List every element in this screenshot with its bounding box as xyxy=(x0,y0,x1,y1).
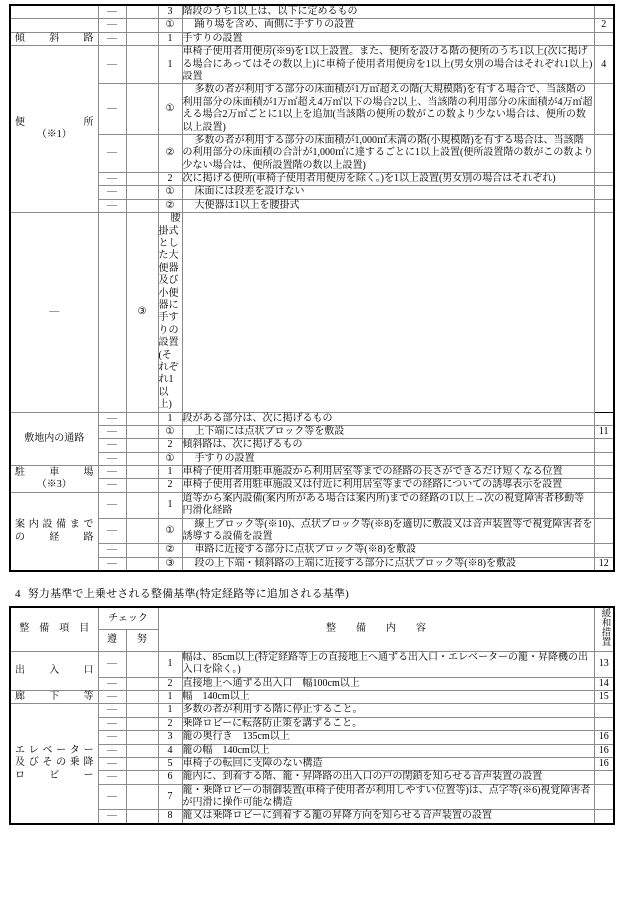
row-content: 上下端には点状ブロック等を敷設 xyxy=(182,425,594,438)
table-section4-body xyxy=(10,651,614,824)
row-kanwa xyxy=(594,452,614,465)
table-row xyxy=(10,544,614,557)
row-number: 2 xyxy=(158,717,182,730)
row-kanwa xyxy=(594,32,614,45)
row-number: ② xyxy=(158,544,182,557)
check-doryoku-cell[interactable] xyxy=(126,544,158,557)
row-number: 1 xyxy=(158,492,182,518)
row-kanwa xyxy=(594,134,614,172)
row-number: 3 xyxy=(158,731,182,744)
row-kanwa xyxy=(594,84,614,135)
check-jun-cell[interactable]: — xyxy=(98,757,126,770)
check-jun-cell[interactable]: — xyxy=(98,544,126,557)
row-content: 階段のうち1以上は、以下に定めるもの xyxy=(182,5,594,19)
table-row xyxy=(10,557,614,571)
row-content: 車椅子使用者用便房(※9)を1以上設置。また、便所を設ける階の便所のうち1以上(次に掲げる場合にあってはその数以上)に車椅子使用者用便房を1以上(男女別の場合はそれぞれ1以上)設置 xyxy=(182,46,593,82)
row-content: 床面には段差を設けない xyxy=(182,186,594,199)
check-doryoku-cell[interactable] xyxy=(126,425,158,438)
check-jun-cell[interactable]: — xyxy=(98,784,126,810)
table-row xyxy=(10,744,614,757)
check-doryoku-cell[interactable] xyxy=(126,677,158,690)
check-jun-cell[interactable]: — xyxy=(98,717,126,730)
check-jun-cell[interactable]: — xyxy=(98,32,126,45)
check-doryoku-cell[interactable] xyxy=(126,46,158,84)
check-jun-cell[interactable]: — xyxy=(98,492,126,518)
table-row xyxy=(10,32,614,45)
check-jun-cell[interactable]: — xyxy=(98,466,126,479)
row-content: 手すりの設置 xyxy=(182,32,594,45)
table-row xyxy=(10,677,614,690)
table-row xyxy=(10,784,614,810)
row-item-label: 敷地内の通路 xyxy=(10,412,98,466)
row-item-label: 出入口 xyxy=(10,651,98,690)
table-row xyxy=(10,173,614,186)
table-upper-criteria xyxy=(9,4,615,572)
row-item-label: 傾斜路 xyxy=(10,32,98,45)
row-number: 8 xyxy=(158,810,182,824)
row-item-label xyxy=(10,5,98,19)
row-number: ① xyxy=(158,186,182,199)
row-kanwa xyxy=(594,717,614,730)
row-number: 2 xyxy=(158,439,182,452)
row-content: 直接地上へ通ずる出入口 幅100cm以上 xyxy=(182,677,594,690)
row-content: 籠内に、到着する階、籠・昇降路の出入口の戸の閉鎖を知らせる音声装置の設置 xyxy=(182,771,594,784)
row-number: 1 xyxy=(158,32,182,45)
table-row xyxy=(10,466,614,479)
row-content: 段がある部分は、次に掲げるもの xyxy=(182,412,594,425)
check-jun-cell[interactable]: — xyxy=(98,19,126,32)
row-kanwa: 2 xyxy=(594,19,614,32)
row-content: 手すりの設置 xyxy=(182,452,594,465)
table-section4 xyxy=(9,606,615,824)
row-kanwa xyxy=(594,479,614,492)
row-number: ② xyxy=(158,134,182,172)
table-row xyxy=(10,810,614,824)
row-kanwa xyxy=(594,5,614,19)
table-row xyxy=(10,731,614,744)
row-content: 次に掲げる便所(車椅子使用者用便房を除く。)を1以上設置(男女別の場合はそれぞれ) xyxy=(182,173,594,186)
row-content: 段の上下端・傾斜路の上端に近接する部分に点状ブロック等(※8)を敷設 xyxy=(182,557,594,571)
row-content: 車路に近接する部分に点状ブロック等(※8)を敷設 xyxy=(182,544,594,557)
table-row xyxy=(10,690,614,703)
header-kanwa-label: 緩和措置 xyxy=(599,608,610,647)
row-number: 6 xyxy=(158,771,182,784)
row-content: 多数の者が利用する階に停止すること。 xyxy=(182,704,594,717)
check-doryoku-cell[interactable] xyxy=(126,412,158,425)
row-content: 大便器は1以上を腰掛式 xyxy=(182,199,594,212)
header-check: チェック xyxy=(98,607,158,629)
row-number: 3 xyxy=(158,5,182,19)
row-kanwa xyxy=(594,704,614,717)
table-row xyxy=(10,492,614,518)
section-4-title xyxy=(15,588,621,601)
check-doryoku-cell[interactable] xyxy=(98,213,126,412)
check-doryoku-cell[interactable] xyxy=(126,784,158,810)
check-jun-cell[interactable]: — xyxy=(98,704,126,717)
check-jun-cell[interactable]: — xyxy=(98,677,126,690)
check-doryoku-cell[interactable] xyxy=(126,810,158,824)
row-number: 7 xyxy=(158,784,182,810)
row-kanwa xyxy=(594,186,614,199)
row-kanwa: 11 xyxy=(594,425,614,438)
check-doryoku-cell[interactable] xyxy=(126,757,158,770)
row-kanwa: 4 xyxy=(594,46,614,84)
row-kanwa: 13 xyxy=(594,651,614,677)
check-jun-cell[interactable]: — xyxy=(98,134,126,172)
row-item-label: 駐 車 場 （※3） xyxy=(10,466,98,493)
check-jun-cell[interactable]: — xyxy=(98,412,126,425)
check-doryoku-cell[interactable] xyxy=(126,84,158,135)
header-item: 整 備 項 目 xyxy=(10,607,98,651)
row-content: 踊り場を含め、両側に手すりの設置 xyxy=(182,19,594,32)
row-content: 線上ブロック等(※10)、点状ブロック等(※8)を適切に敷設又は音声装置等で視覚障害者を誘導する設備を設置 xyxy=(182,518,593,543)
check-jun-cell[interactable]: — xyxy=(98,186,126,199)
row-kanwa: 15 xyxy=(594,690,614,703)
row-kanwa: 16 xyxy=(594,731,614,744)
check-doryoku-cell[interactable] xyxy=(126,32,158,45)
row-kanwa xyxy=(594,492,614,518)
check-jun-cell[interactable]: — xyxy=(98,744,126,757)
row-item-label: エレベーター 及びその乗降 ロ ビ ー xyxy=(10,704,98,824)
row-content: 籠又は乗降ロビーに到着する籠の昇降方向を知らせる音声装置の設置 xyxy=(182,810,594,824)
table-row xyxy=(10,19,614,32)
row-item-label: 廊下等 xyxy=(10,690,98,703)
check-doryoku-cell[interactable] xyxy=(126,134,158,172)
row-content: 幅は、85cm以上(特定経路等上の直接地上へ通ずる出入口・エレベーターの籠・昇降機の出入口を除く。) xyxy=(182,651,594,677)
row-number: 2 xyxy=(158,479,182,492)
table-row xyxy=(10,134,614,172)
row-content: 傾斜路は、次に掲げるもの xyxy=(182,439,594,452)
check-jun-cell[interactable]: — xyxy=(98,518,126,544)
check-jun-cell[interactable]: — xyxy=(98,439,126,452)
row-item-label xyxy=(10,19,98,32)
table-row xyxy=(10,651,614,677)
check-jun-cell[interactable]: — xyxy=(10,213,98,412)
row-number: ③ xyxy=(126,213,158,412)
check-jun-cell[interactable]: — xyxy=(98,651,126,677)
row-kanwa: 16 xyxy=(594,757,614,770)
check-doryoku-cell[interactable] xyxy=(126,717,158,730)
table-row xyxy=(10,771,614,784)
table-row xyxy=(10,717,614,730)
row-number: 2 xyxy=(158,173,182,186)
row-content: 籠の幅 140cm以上 xyxy=(182,744,594,757)
row-number: ① xyxy=(158,452,182,465)
row-number: 1 xyxy=(158,466,182,479)
check-jun-cell[interactable]: — xyxy=(98,731,126,744)
row-number: 1 xyxy=(158,651,182,677)
table-row xyxy=(10,186,614,199)
row-content: 籠の奥行き 135cm以上 xyxy=(182,731,594,744)
table-row xyxy=(10,199,614,212)
check-doryoku-cell[interactable] xyxy=(126,173,158,186)
row-number: 1 xyxy=(158,704,182,717)
check-doryoku-cell[interactable] xyxy=(126,19,158,32)
table-upper-body xyxy=(10,5,614,571)
header-row-1 xyxy=(10,607,614,629)
check-doryoku-cell[interactable] xyxy=(126,744,158,757)
row-kanwa xyxy=(594,199,614,212)
row-number: 4 xyxy=(158,744,182,757)
row-kanwa xyxy=(594,412,614,425)
check-jun-cell[interactable]: — xyxy=(98,199,126,212)
table-row xyxy=(10,5,614,19)
row-content: 多数の者が利用する部分の床面積が1,000㎡未満の階(小規模階)を有する場合は、当該階の利用部分の床面積の合計が1,000㎡に達するごとに1以上設置(便所設置階の数がこの数より少ない場合は、便所設置階の数以上設置) xyxy=(182,134,594,171)
header-check-doryoku: 努 xyxy=(126,630,158,652)
section-4-number: 4 xyxy=(15,588,21,601)
row-kanwa xyxy=(182,213,594,412)
row-content: 車椅子使用者用駐車施設又は付近に利用居室等までの経路についての誘導表示を設置 xyxy=(182,479,594,492)
row-content: 道等から案内設備(案内所がある場合は案内所)までの経路の1以上→次の視覚障害者移動等円滑化経路 xyxy=(182,492,594,518)
table-row xyxy=(10,452,614,465)
check-doryoku-cell[interactable] xyxy=(126,479,158,492)
check-doryoku-cell[interactable] xyxy=(126,518,158,544)
check-jun-cell[interactable]: — xyxy=(98,479,126,492)
row-number: ① xyxy=(158,84,182,135)
row-item-label: 案内設備まで の 経 路 xyxy=(10,492,98,571)
check-doryoku-cell[interactable] xyxy=(126,452,158,465)
row-content: 籠・乗降ロビーの制御装置(車椅子使用者が利用しやすい位置等)は、点字等(※6)視覚障害者が円滑に操作可能な構造 xyxy=(182,784,594,810)
check-doryoku-cell[interactable] xyxy=(126,731,158,744)
row-number: ① xyxy=(158,425,182,438)
table-row xyxy=(10,213,614,412)
row-content: 幅 140cm以上 xyxy=(182,690,594,703)
check-doryoku-cell[interactable] xyxy=(126,199,158,212)
row-number: ② xyxy=(158,199,182,212)
check-doryoku-cell[interactable] xyxy=(126,651,158,677)
header-check-jun: 遵 xyxy=(98,630,126,652)
check-doryoku-cell[interactable] xyxy=(126,690,158,703)
check-doryoku-cell[interactable] xyxy=(126,439,158,452)
row-content: 車椅子の転回に支障のない構造 xyxy=(182,757,594,770)
check-jun-cell[interactable]: — xyxy=(98,425,126,438)
row-number: 5 xyxy=(158,757,182,770)
table-row xyxy=(10,46,614,84)
table-row xyxy=(10,84,614,135)
section-4-heading: 努力基準で上乗せされる整備基準(特定経路等に追加される基準) xyxy=(27,588,350,601)
check-jun-cell[interactable]: — xyxy=(98,690,126,703)
row-kanwa xyxy=(594,518,614,544)
row-kanwa xyxy=(594,771,614,784)
row-number: ① xyxy=(158,19,182,32)
table-row xyxy=(10,518,614,544)
check-jun-cell[interactable]: — xyxy=(98,5,126,19)
table-row xyxy=(10,704,614,717)
row-kanwa xyxy=(594,466,614,479)
row-content: 乗降ロビーに転落防止策を講ずること。 xyxy=(182,717,594,730)
check-jun-cell[interactable]: — xyxy=(98,46,126,84)
row-kanwa: 16 xyxy=(594,744,614,757)
row-kanwa: 12 xyxy=(594,557,614,571)
check-doryoku-cell[interactable] xyxy=(126,492,158,518)
row-kanwa xyxy=(594,810,614,824)
check-doryoku-cell[interactable] xyxy=(126,5,158,19)
row-item-label: 便 所 （※1） xyxy=(10,46,98,213)
row-content: 多数の者が利用する部分の床面積が1万㎡超えの階(大規模階)を有する場合で、当該階の利用部分の床面積が1万㎡超え4万㎡以下の場合2以上、当該階の利用部分の床面積が4万㎡超える場合2万㎡ごとに1以上を追加(当該階の便所の数がこの数より少ない場合は、便所の数以上設置) xyxy=(182,84,593,133)
row-kanwa: 14 xyxy=(594,677,614,690)
row-number: 1 xyxy=(158,412,182,425)
table-section4-head xyxy=(10,607,614,651)
check-jun-cell[interactable]: — xyxy=(98,173,126,186)
check-jun-cell[interactable]: — xyxy=(98,810,126,824)
check-doryoku-cell[interactable] xyxy=(126,466,158,479)
check-doryoku-cell[interactable] xyxy=(126,557,158,571)
check-jun-cell[interactable]: — xyxy=(98,771,126,784)
row-content: 車椅子使用者用駐車施設から利用居室等までの経路の長さができるだけ短くなる位置 xyxy=(182,466,594,479)
row-number: 1 xyxy=(158,690,182,703)
check-jun-cell[interactable]: — xyxy=(98,557,126,571)
row-number: 1 xyxy=(158,46,182,84)
check-jun-cell[interactable]: — xyxy=(98,84,126,135)
check-doryoku-cell[interactable] xyxy=(126,186,158,199)
check-doryoku-cell[interactable] xyxy=(126,704,158,717)
check-jun-cell[interactable]: — xyxy=(98,452,126,465)
row-number: 2 xyxy=(158,677,182,690)
table-row xyxy=(10,479,614,492)
row-number: ① xyxy=(158,518,182,544)
row-number: ③ xyxy=(158,557,182,571)
row-kanwa xyxy=(594,439,614,452)
header-content: 整 備 内 容 xyxy=(158,607,594,651)
table-row xyxy=(10,439,614,452)
row-kanwa xyxy=(594,544,614,557)
row-kanwa xyxy=(594,784,614,810)
table-row xyxy=(10,757,614,770)
header-kanwa xyxy=(594,607,614,651)
row-kanwa xyxy=(594,173,614,186)
check-doryoku-cell[interactable] xyxy=(126,771,158,784)
table-row xyxy=(10,412,614,425)
table-row xyxy=(10,425,614,438)
row-content: 腰掛式とした大便器及び小便器に手すりの設置(それぞれ1以上) xyxy=(158,213,181,411)
